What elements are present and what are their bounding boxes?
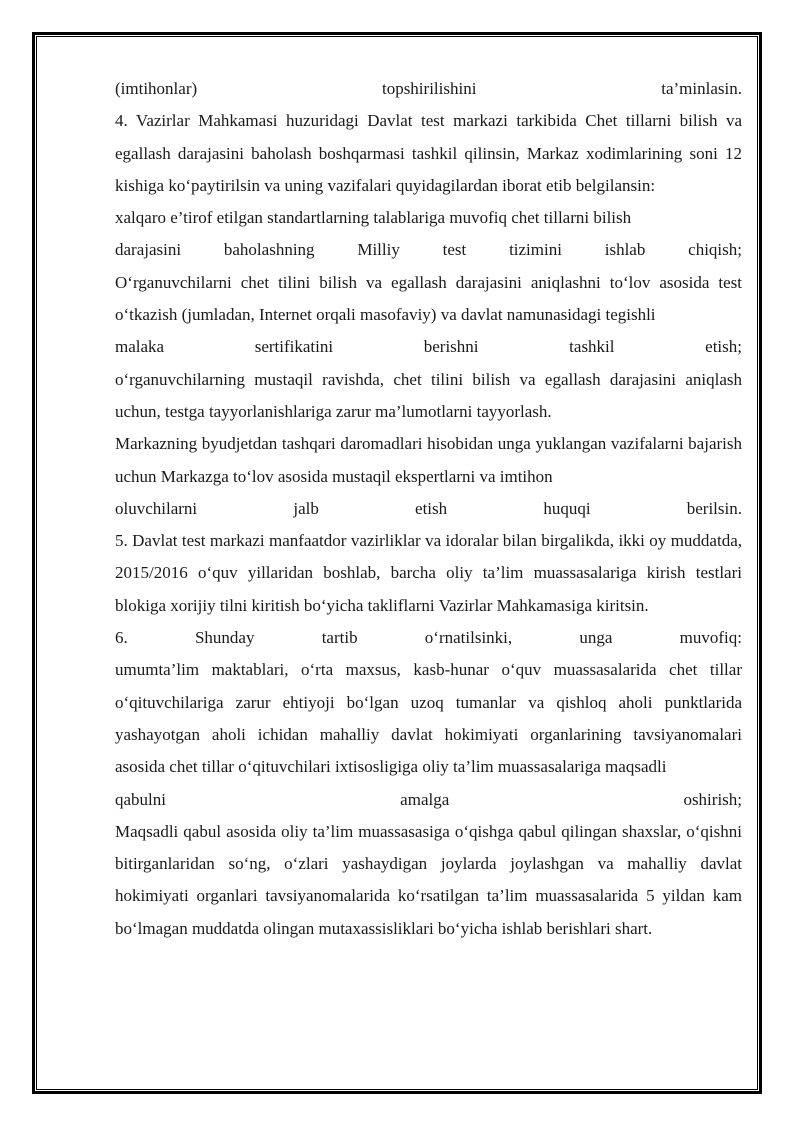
paragraph-5: 5. Davlat test markazi manfaatdor vazirliklar va idoralar bilan birgalikda, ikki oy muddatda, 2015/2016 o‘quv yillaridan boshlab, barcha oliy ta’lim muassasalariga kirish testlari blokiga xorijiy tilni kiritish bo‘yicha takliflarni Vazirlar Mahkamasiga kiritsin. (115, 531, 742, 615)
paragraph-4-rights-tail (115, 493, 742, 525)
tail-word: oshirish; (683, 789, 742, 809)
tail-word: oluvchilarni (115, 498, 198, 518)
paragraph-4-item-1-tail (115, 234, 742, 266)
tail-word: berishni (423, 337, 479, 357)
tail-word: Milliy (357, 240, 400, 260)
head-word: Shunday (194, 628, 255, 648)
tail-word: qabulni (115, 789, 166, 809)
paragraph-6-item-1-tail (115, 784, 742, 816)
paragraph-4: 4. Vazirlar Mahkamasi huzuridagi Davlat test markazi tarkibida Chet tillarni bilish va egallash darajasini baholash boshqarmasi tashkil qilinsin, Markaz xodimlarining soni 12 kishiga ko‘paytirilsin va uning vazifalari quyidagilardan iborat etib belgilansin: (115, 111, 742, 195)
head-word: o‘rnatilsinki, (424, 628, 513, 648)
tail-word: test (442, 240, 467, 260)
intro-word: (imtihonlar) (115, 79, 198, 98)
tail-word: baholashning (223, 240, 315, 260)
head-word: 6. (115, 628, 128, 648)
tail-word: darajasini (115, 240, 182, 260)
paragraph-6-item-1: umumta’lim maktablari, o‘rta maxsus, kasb-hunar o‘quv muassasalarida chet tillar o‘qituvchilariga zarur ehtiyoji bo‘lgan uzoq tumanlar va qishloq aholi punktlarida yashayotgan aholi ichidan mahalliy davlat hokimiyati organlarining tavsiyanomalari asosida chet tillar o‘qituvchilari ixtisosligiga oliy ta’lim muassasalariga maqsadli (115, 660, 742, 777)
intro-word: topshirilishini (381, 79, 477, 98)
paragraph-4-item-2: O‘rganuvchilarni chet tilini bilish va egallash darajasini aniqlashni to‘lov asosida test o‘tkazish (jumladan, Internet orqali masofaviy) va davlat namunasidagi tegishli (115, 272, 742, 325)
tail-word: tizimini (509, 240, 562, 260)
paragraph-4-item-3: o‘rganuvchilarning mustaqil ravishda, chet tilini bilish va egallash darajasini aniqlash uchun, testga tayyorlanishlariga zarur ma’lumotlarni tayyorlash. (115, 369, 742, 421)
intro-line (115, 73, 742, 105)
head-word: muvofiq: (679, 628, 742, 648)
head-word: unga (579, 628, 613, 648)
paragraph-6-head (115, 622, 742, 654)
tail-word: amalga (400, 789, 450, 809)
paragraph-4-item-2-tail (115, 331, 742, 363)
tail-word: etish; (705, 337, 742, 357)
tail-word: sertifikatini (254, 337, 334, 357)
tail-word: tashkil (569, 337, 615, 357)
tail-word: berilsin. (686, 498, 742, 518)
document-body (115, 73, 742, 945)
tail-word: malaka (115, 337, 165, 357)
tail-word: jalb (293, 498, 319, 518)
tail-word: chiqish; (688, 240, 742, 260)
paragraph-4-item-1: xalqaro e’tirof etilgan standartlarning talablariga muvofiq chet tillarni bilish (115, 208, 632, 228)
paragraph-6-item-2: Maqsadli qabul asosida oliy ta’lim muassasasiga o‘qishga qabul qilingan shaxslar, o‘qishni bitirganlaridan so‘ng, o‘zlari yashaydigan joylarda joylashgan va mahalliy davlat hokimiyati organlari tavsiyanomalarida ko‘rsatilgan ta’lim muassasalarida 5 yildan kam bo‘lmagan muddatda olingan mutaxassisliklari bo‘yicha ishlab berishlari shart. (115, 821, 742, 938)
intro-word: ta’minlasin. (661, 79, 742, 98)
tail-word: ishlab (604, 240, 646, 260)
head-word: tartib (321, 628, 358, 648)
paragraph-4-rights: Markazning byudjetdan tashqari daromadlari hisobidan unga yuklangan vazifalarni bajarish uchun Markazga to‘lov asosida mustaqil ekspertlarni va imtihon (115, 434, 742, 486)
tail-word: etish (415, 498, 448, 518)
tail-word: huquqi (543, 498, 591, 518)
